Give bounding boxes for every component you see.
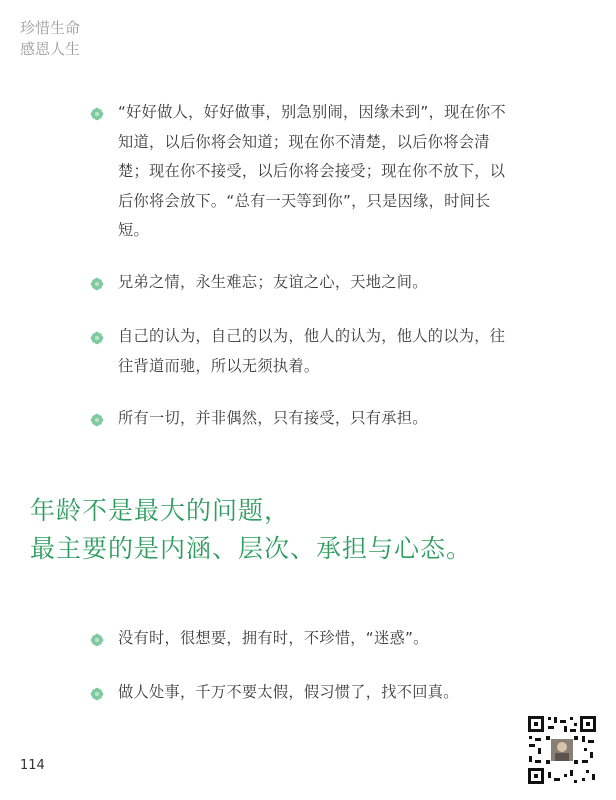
pull-quote-line-1: 年龄不是最大的问题， xyxy=(30,496,291,525)
page-number: 114 xyxy=(20,758,45,773)
paragraph-4 xyxy=(90,410,510,434)
pull-quote xyxy=(30,492,472,568)
paragraph-3 xyxy=(90,328,510,381)
paragraph-5 xyxy=(90,630,510,654)
flower-bullet-icon xyxy=(90,633,104,647)
paragraph-text: 做人处事，千万不要太假，假习惯了，找不回真。 xyxy=(118,683,459,701)
header-line-1: 珍惜生命 xyxy=(20,19,81,37)
flower-bullet-icon xyxy=(90,331,104,345)
flower-bullet-icon xyxy=(90,413,104,427)
paragraph-text: “好好做人，好好做事，别急别闹，因缘未到”，现在你不知道，以后你将会知道；现在你不清楚，以后你将会清楚；现在你不接受，以后你将会接受；现在你不放下，以后你将会放下。“总有一天等到你”，只是因缘，时间长短。 xyxy=(118,103,507,239)
paragraph-text: 没有时，很想要，拥有时，不珍惜，“迷惑”。 xyxy=(118,629,429,647)
paragraph-text: 兄弟之情，永生难忘；友谊之心，天地之间。 xyxy=(118,273,428,291)
qr-code-icon xyxy=(526,714,598,786)
flower-bullet-icon xyxy=(90,107,104,121)
flower-bullet-icon xyxy=(90,687,104,701)
paragraph-6 xyxy=(90,684,510,708)
running-header xyxy=(20,18,80,60)
pull-quote-line-2: 最主要的是内涵、层次、承担与心态。 xyxy=(30,534,473,563)
header-line-2: 感恩人生 xyxy=(20,40,81,58)
paragraph-2 xyxy=(90,274,510,298)
paragraph-text: 所有一切，并非偶然，只有接受，只有承担。 xyxy=(118,409,428,427)
paragraph-1 xyxy=(90,104,510,246)
paragraph-text: 自己的认为，自己的以为，他人的认为，他人的以为，往往背道而驰，所以无须执着。 xyxy=(118,327,506,375)
flower-bullet-icon xyxy=(90,277,104,291)
